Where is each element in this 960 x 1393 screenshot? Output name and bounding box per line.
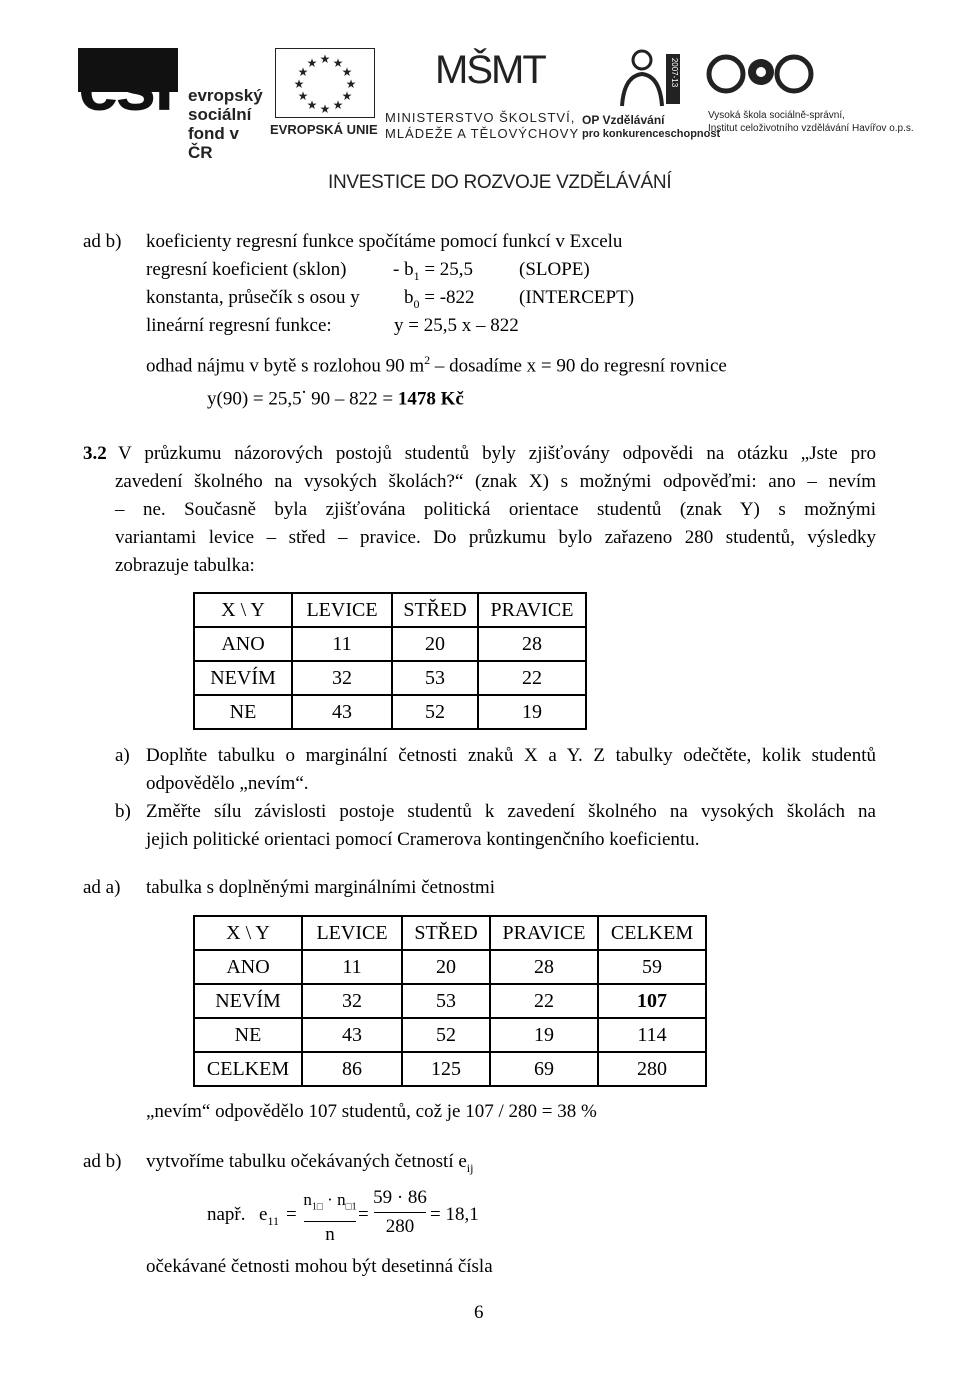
table-row — [194, 661, 586, 695]
table-cell: 32 — [302, 984, 402, 1018]
svg-text:★: ★ — [345, 77, 357, 91]
owl-icon — [706, 52, 816, 102]
table-row — [194, 950, 706, 984]
table-cell: PRAVICE — [490, 916, 598, 950]
adb1-label: ad b) — [83, 231, 122, 252]
svg-text:★: ★ — [332, 56, 344, 70]
table-cell: PRAVICE — [478, 593, 586, 627]
vsss-logo — [706, 52, 916, 142]
table-cell: 53 — [402, 984, 490, 1018]
adb2-label: ad b) — [83, 1151, 122, 1172]
table-cell: 28 — [490, 950, 598, 984]
task-line5: zobrazuje tabulka: — [115, 555, 255, 576]
adb1-line1: koeficienty regresní funkce spočítáme pomocí funkcí v Excelu — [146, 231, 623, 252]
table-cell-highlight: 107 — [598, 984, 706, 1018]
table-cell: STŘED — [392, 593, 478, 627]
table-cell: 43 — [302, 1018, 402, 1052]
svg-text:★: ★ — [341, 65, 353, 79]
table-cell: LEVICE — [292, 593, 392, 627]
table-cell: 22 — [490, 984, 598, 1018]
expected-note: očekávané četnosti mohou být desetinná čísla — [146, 1256, 493, 1277]
table-cell: 32 — [292, 661, 392, 695]
table-cell: NE — [194, 1018, 302, 1052]
table-cell: NE — [194, 695, 292, 729]
table-cell: LEVICE — [302, 916, 402, 950]
intercept-eq: $b_0 = -822$ — [404, 287, 475, 311]
fraction-2 — [370, 1186, 430, 1241]
table-cell: STŘED — [402, 916, 490, 950]
table-cell: ANO — [194, 950, 302, 984]
table-marginal — [193, 915, 707, 1087]
table-cell: 19 — [478, 695, 586, 729]
table-cell: 280 — [598, 1052, 706, 1086]
svg-text:★: ★ — [297, 65, 309, 79]
fraction-2-numerator: 59 · 86 — [373, 1187, 427, 1208]
table-header-row — [194, 916, 706, 950]
svg-text:★: ★ — [293, 77, 305, 91]
table-cell: 11 — [292, 627, 392, 661]
formula-e11: $e_{11}$ — [259, 1204, 279, 1228]
calc-result: 1478 Kč — [397, 388, 464, 410]
esf-line1: evropský — [188, 86, 263, 105]
adb2-text: vytvoříme tabulku očekávaných četností $e_{ij}$ — [146, 1151, 474, 1175]
table-cell: 20 — [402, 950, 490, 984]
task-line2: zavedení školného na vysokých školách?“ (znak X) s možnými odpověďmi: ano – nevím — [115, 471, 876, 492]
msmt-logo — [385, 48, 580, 141]
question-a-line1: Doplňte tabulku o marginální četnosti znaků X a Y. Z tabulky odečtěte, kolik studentů — [146, 745, 876, 766]
table-row — [194, 695, 586, 729]
table-row — [194, 1052, 706, 1086]
vsss-line2: Institut celoživotního vzdělávání Havířov o.p.s. — [708, 123, 914, 134]
table-cell: CELKEM — [598, 916, 706, 950]
ada-text: tabulka s doplněnými marginálními četnostmi — [146, 877, 495, 898]
table-cell: 19 — [490, 1018, 598, 1052]
msmt-line2: MLÁDEŽE A TĚLOVÝCHOVY — [385, 126, 580, 141]
eu-label: EVROPSKÁ UNIE — [270, 122, 378, 137]
task-line4: variantami levice – střed – pravice. Do průzkumu bylo zařazeno 280 studentů, výsledky — [115, 527, 876, 548]
table-cell: CELKEM — [194, 1052, 302, 1086]
op-line1: OP Vzdělávání — [582, 113, 665, 127]
formula-napr: např. — [207, 1204, 246, 1225]
task-line3: – ne. Současně byla zjišťována politická orientace studentů (znak Y) s možnými — [115, 499, 876, 520]
estimate-text: odhad nájmu v bytě s rozlohou 90 $m^2$ – dosadíme x = 90 do regresní rovnice — [146, 353, 727, 377]
function-eq: y = 25,5 x – 822 — [394, 315, 519, 336]
table-observed — [193, 592, 587, 730]
intercept-fn: (INTERCEPT) — [519, 287, 635, 308]
table-cell: 69 — [490, 1052, 598, 1086]
table-cell: 52 — [392, 695, 478, 729]
estimate-calc: y(90) = 25,5. 90 – 822 = 1478 Kč — [207, 377, 464, 410]
vsss-line1: Vysoká škola sociálně-správní, — [708, 110, 845, 121]
formula-eq1: = — [286, 1204, 297, 1225]
op-line2: pro konkurenceschopnost — [582, 128, 721, 140]
task-number: 3.2 — [83, 443, 107, 464]
page-number: 6 — [474, 1302, 484, 1323]
ada-label: ad a) — [83, 877, 121, 898]
svg-text:★: ★ — [341, 89, 353, 103]
table-cell: 20 — [392, 627, 478, 661]
fraction-2-denominator: 280 — [385, 1216, 415, 1237]
table-header-row — [194, 593, 586, 627]
table-cell: X \ Y — [194, 593, 292, 627]
table-cell: 52 — [402, 1018, 490, 1052]
svg-text:★: ★ — [306, 98, 318, 112]
table-cell: 28 — [478, 627, 586, 661]
esf-block — [78, 48, 178, 92]
eu-stars-icon — [275, 48, 375, 118]
msmt-mark: MŠMT — [435, 48, 545, 92]
formula-eq2: = — [358, 1204, 369, 1225]
slope-text: regresní koeficient (sklon) — [146, 259, 347, 280]
question-b-line1: Změřte sílu závislosti postoje studentů k zavedení školného na vysokých školách na — [146, 801, 876, 822]
question-b-label: b) — [115, 801, 131, 822]
eu-logo — [270, 48, 380, 140]
svg-text:★: ★ — [306, 56, 318, 70]
msmt-line1: MINISTERSTVO ŠKOLSTVÍ, — [385, 110, 576, 125]
intercept-text: konstanta, průsečík s osou y — [146, 287, 360, 308]
esf-logo — [78, 48, 263, 162]
table-cell: 53 — [392, 661, 478, 695]
table-cell: 11 — [302, 950, 402, 984]
table-cell: 59 — [598, 950, 706, 984]
fraction-1 — [300, 1190, 360, 1248]
svg-text:★: ★ — [332, 98, 344, 112]
table-cell: 125 — [402, 1052, 490, 1086]
slope-fn: (SLOPE) — [519, 259, 590, 280]
fraction-1-denominator: n — [325, 1224, 335, 1246]
table-row — [194, 984, 706, 1018]
op-badge: 2007-13 — [670, 57, 680, 88]
table-cell: 43 — [292, 695, 392, 729]
slope-eq: - $b_1 = 25,5$ — [393, 259, 474, 283]
table-row — [194, 627, 586, 661]
table-cell: X \ Y — [194, 916, 302, 950]
fraction-1-numerator: $n_{1□} \cdot n_{□1}$ — [303, 1190, 357, 1213]
function-text: lineární regresní funkce: — [146, 315, 332, 336]
table-cell: ANO — [194, 627, 292, 661]
svg-text:★: ★ — [297, 89, 309, 103]
svg-text:★: ★ — [319, 52, 331, 66]
formula-eq3: = 18,1 — [430, 1204, 479, 1225]
op-logo — [582, 48, 721, 140]
svg-text:★: ★ — [319, 102, 331, 116]
table-cell: NEVÍM — [194, 984, 302, 1018]
nevim-result: „nevím“ odpovědělo 107 studentů, což je 107 / 280 = 38 % — [146, 1101, 597, 1122]
esf-line3: fond v ČR — [188, 124, 239, 162]
esf-line2: sociální — [188, 105, 252, 124]
task-line1: V průzkumu názorových postojů studentů byly zjišťovány odpovědi na otázku „Jste pro — [118, 443, 876, 464]
question-a-label: a) — [115, 745, 130, 766]
table-row — [194, 1018, 706, 1052]
table-cell: 86 — [302, 1052, 402, 1086]
investice-banner: INVESTICE DO ROZVOJE VZDĚLÁVÁNÍ — [328, 172, 672, 193]
table-cell: 22 — [478, 661, 586, 695]
question-b-line2: jejich politické orientaci pomocí Cramerova kontingenčního koeficientu. — [146, 829, 700, 850]
table-cell: 114 — [598, 1018, 706, 1052]
table-cell: NEVÍM — [194, 661, 292, 695]
question-a-line2: odpovědělo „nevím“. — [146, 773, 309, 794]
